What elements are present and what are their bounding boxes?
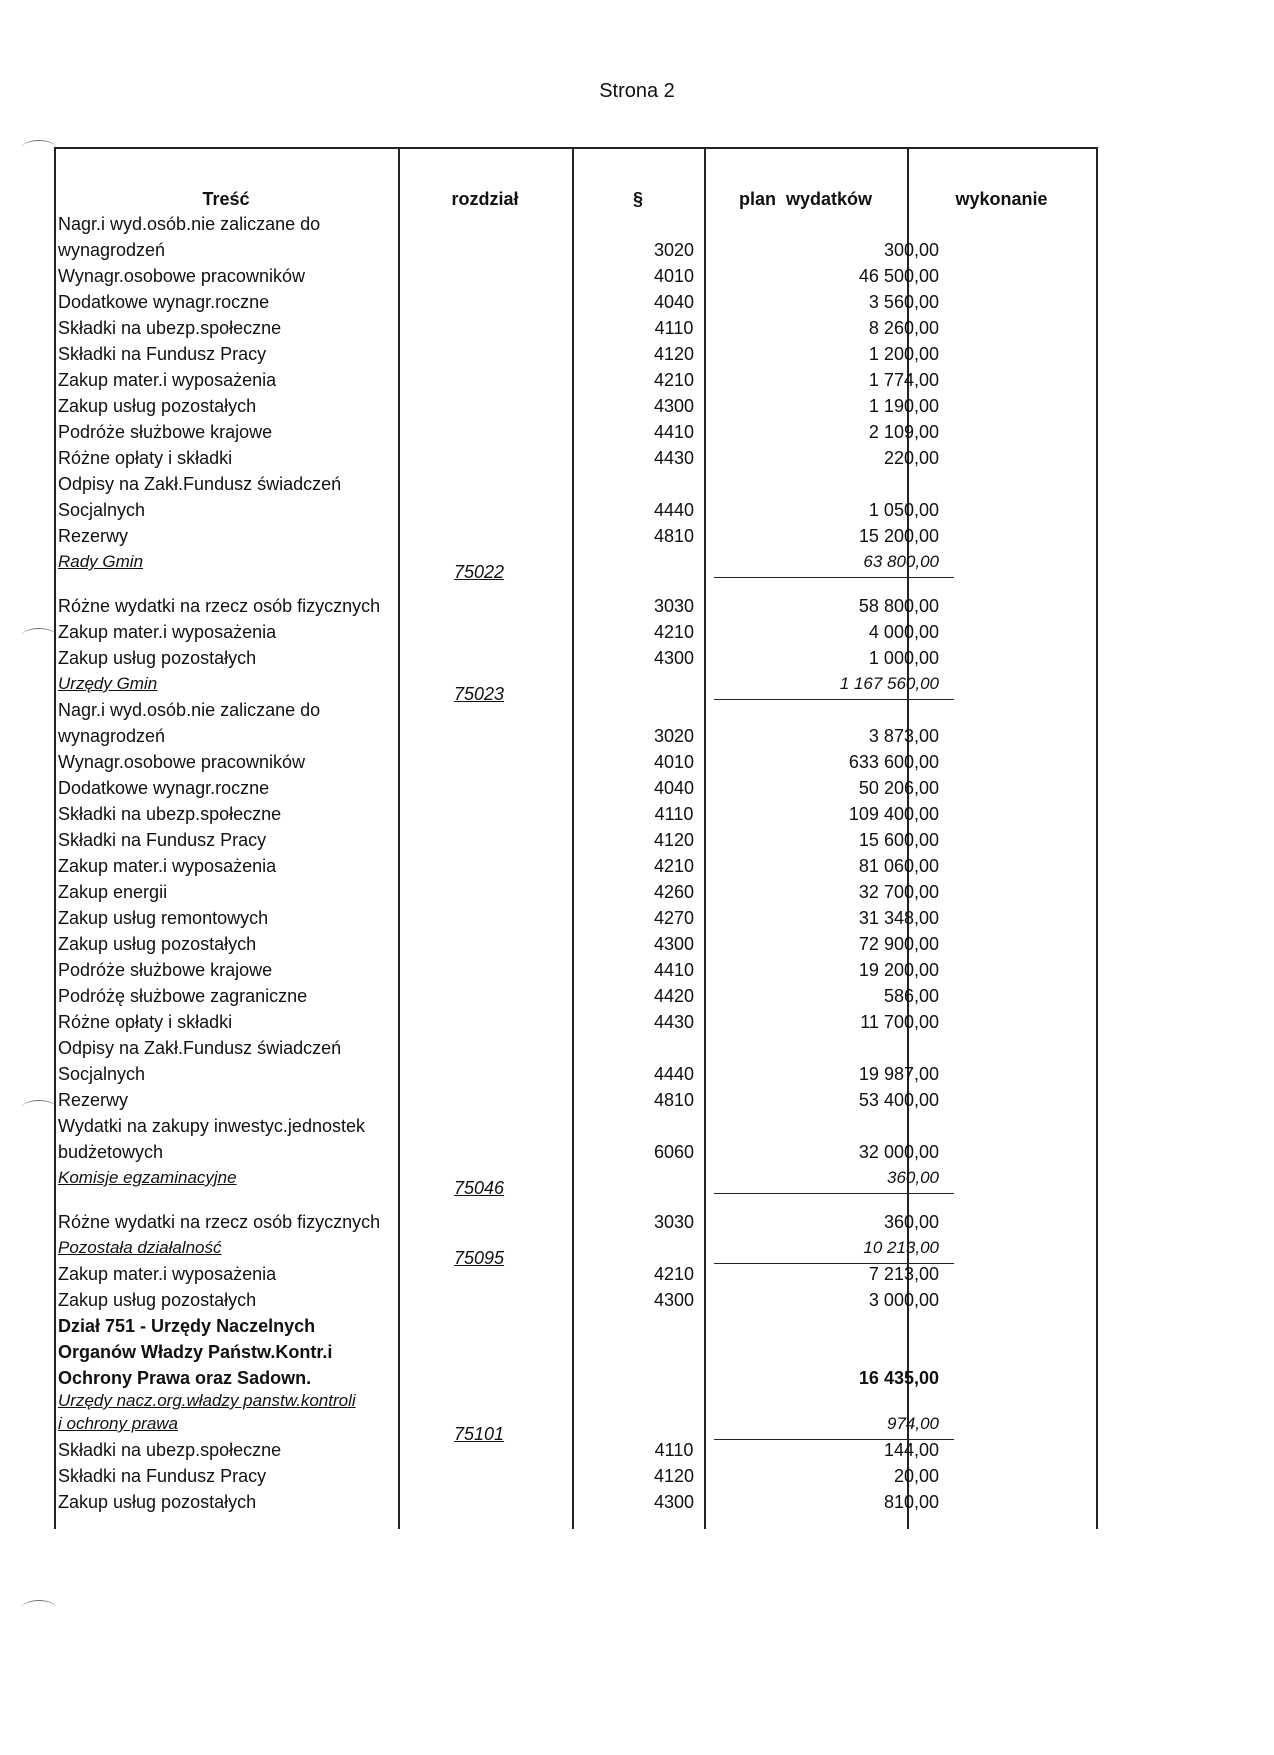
- header-rozdzial: rozdział: [451, 189, 519, 209]
- row-tresc: Składki na Fundusz Pracy: [58, 344, 267, 364]
- row-plan: 1 190,00: [868, 396, 939, 416]
- table-row: [54, 801, 1098, 827]
- row-tresc: Dodatkowe wynagr.roczne: [58, 292, 270, 312]
- binder-hole-mark: [22, 1600, 56, 1615]
- row-paragraf: 4430: [653, 448, 695, 468]
- row-tresc: Organów Władzy Państw.Kontr.i: [58, 1342, 333, 1362]
- row-tresc: wynagrodzeń: [58, 240, 166, 260]
- table-row: [54, 645, 1098, 671]
- row-plan: 15 200,00: [858, 526, 939, 546]
- row-paragraf: 4300: [653, 1290, 695, 1310]
- table-body: [54, 211, 1098, 1515]
- table-row: [54, 497, 1098, 523]
- row-tresc: Urzędy Gmin: [58, 674, 158, 693]
- row-plan: 3 560,00: [868, 292, 939, 312]
- row-tresc: Wydatki na zakupy inwestyc.jednostek: [58, 1116, 365, 1136]
- table-row: [54, 905, 1098, 931]
- header-tresc: Treść: [202, 189, 250, 209]
- row-plan: 586,00: [883, 986, 939, 1006]
- row-tresc: wynagrodzeń: [58, 726, 166, 746]
- row-paragraf: 4110: [654, 1440, 694, 1460]
- row-tresc: Różne opłaty i składki: [58, 448, 233, 468]
- row-tresc: Zakup mater.i wyposażenia: [58, 370, 277, 390]
- table-row: [54, 445, 1098, 471]
- row-plan: 20,00: [893, 1466, 939, 1486]
- row-paragraf: 4410: [653, 960, 695, 980]
- row-paragraf: 4270: [653, 908, 695, 928]
- row-plan: 46 500,00: [858, 266, 939, 286]
- row-paragraf: 4110: [654, 804, 694, 824]
- table-row: [54, 1139, 1098, 1165]
- row-paragraf: 4110: [654, 318, 694, 338]
- row-rozdzial: 75046: [454, 1178, 505, 1198]
- row-tresc: Wynagr.osobowe pracowników: [58, 266, 305, 286]
- row-tresc: Pozostała działalność: [58, 1238, 222, 1257]
- table-row: [54, 523, 1098, 549]
- row-tresc: Dział 751 - Urzędy Naczelnych: [58, 1316, 316, 1336]
- row-plan: 109 400,00: [848, 804, 939, 824]
- table-row: [54, 697, 1098, 723]
- row-tresc: Socjalnych: [58, 1064, 146, 1084]
- row-tresc: Składki na ubezp.społeczne: [58, 318, 282, 338]
- row-tresc: Zakup mater.i wyposażenia: [58, 622, 277, 642]
- table-row: [54, 1165, 1098, 1198]
- row-tresc: Składki na Fundusz Pracy: [58, 1466, 267, 1486]
- row-tresc: Socjalnych: [58, 500, 146, 520]
- row-tresc: Wynagr.osobowe pracowników: [58, 752, 305, 772]
- table-row: [54, 671, 1098, 704]
- row-paragraf: 3020: [653, 240, 695, 260]
- table-row: [54, 393, 1098, 419]
- table-row: [54, 879, 1098, 905]
- row-plan: 19 987,00: [858, 1064, 939, 1084]
- row-tresc: Zakup mater.i wyposażenia: [58, 856, 277, 876]
- row-plan: 32 000,00: [858, 1142, 939, 1162]
- table-row: [54, 419, 1098, 445]
- table-row: [54, 1411, 1098, 1444]
- row-paragraf: 4210: [653, 370, 695, 390]
- row-tresc: Rady Gmin: [58, 552, 144, 571]
- row-plan: 63 800,00: [863, 552, 939, 571]
- table-row: [54, 931, 1098, 957]
- row-paragraf: 4120: [653, 344, 695, 364]
- row-tresc: Składki na ubezp.społeczne: [58, 804, 282, 824]
- row-paragraf: 4810: [653, 1090, 695, 1110]
- table-row: [54, 1235, 1098, 1268]
- table-row: [54, 1365, 1098, 1391]
- row-tresc: Zakup usług pozostałych: [58, 1290, 257, 1310]
- table-row: [54, 853, 1098, 879]
- row-tresc: Składki na ubezp.społeczne: [58, 1440, 282, 1460]
- row-plan: 3 000,00: [868, 1290, 939, 1310]
- table-row: [54, 775, 1098, 801]
- row-tresc: Rezerwy: [58, 526, 129, 546]
- table-row: [54, 263, 1098, 289]
- row-plan: 7 213,00: [868, 1264, 939, 1284]
- binder-hole-mark: [22, 140, 56, 155]
- row-plan: 1 000,00: [868, 648, 939, 668]
- row-plan: 31 348,00: [858, 908, 939, 928]
- table-row: [54, 827, 1098, 853]
- table-row: [54, 1463, 1098, 1489]
- row-tresc: Różne wydatki na rzecz osób fizycznych: [58, 596, 381, 616]
- row-tresc: Zakup usług pozostałych: [58, 934, 257, 954]
- row-plan: 220,00: [883, 448, 939, 468]
- table-row: [54, 1391, 1098, 1411]
- row-plan: 16 435,00: [858, 1368, 939, 1388]
- row-plan: 810,00: [883, 1492, 939, 1512]
- row-plan: 360,00: [883, 1212, 939, 1232]
- table-row: [54, 549, 1098, 582]
- table-row: [54, 341, 1098, 367]
- binder-hole-mark: [22, 1100, 56, 1115]
- expense-table: [54, 147, 1098, 1529]
- row-paragraf: 4440: [653, 500, 695, 520]
- row-paragraf: 4810: [653, 526, 695, 546]
- row-tresc: Ochrony Prawa oraz Sadown.: [58, 1368, 312, 1388]
- table-row: [54, 289, 1098, 315]
- row-plan: 32 700,00: [858, 882, 939, 902]
- row-paragraf: 4040: [653, 778, 695, 798]
- row-paragraf: 4210: [653, 856, 695, 876]
- row-plan: 3 873,00: [868, 726, 939, 746]
- row-paragraf: 3030: [653, 1212, 695, 1232]
- table-row: [54, 983, 1098, 1009]
- row-tresc: Składki na Fundusz Pracy: [58, 830, 267, 850]
- row-rozdzial: 75101: [454, 1424, 505, 1444]
- row-paragraf: 4300: [653, 648, 695, 668]
- row-tresc: Zakup usług remontowych: [58, 908, 269, 928]
- table-top-border: [54, 147, 1098, 149]
- table-row: [54, 1113, 1098, 1139]
- subtotal-rule: [714, 577, 954, 578]
- row-tresc: Podróże służbowe krajowe: [58, 422, 273, 442]
- row-paragraf: 4210: [653, 622, 695, 642]
- table-row: [54, 1035, 1098, 1061]
- row-plan: 1 774,00: [868, 370, 939, 390]
- row-paragraf: 4300: [653, 934, 695, 954]
- row-tresc: Nagr.i wyd.osób.nie zaliczane do: [58, 700, 321, 720]
- binder-hole-mark: [22, 628, 56, 643]
- row-plan: 11 700,00: [860, 1012, 939, 1032]
- row-plan: 360,00: [887, 1168, 939, 1187]
- table-row: [54, 211, 1098, 237]
- row-tresc: Podróże służbowe krajowe: [58, 960, 273, 980]
- row-plan: 1 050,00: [868, 500, 939, 520]
- row-tresc: Komisje egzaminacyjne: [58, 1168, 237, 1187]
- row-paragraf: 3030: [653, 596, 695, 616]
- row-paragraf: 4300: [653, 1492, 695, 1512]
- row-paragraf: 4040: [653, 292, 695, 312]
- row-plan: 58 800,00: [858, 596, 939, 616]
- row-paragraf: 4120: [653, 1466, 695, 1486]
- row-plan: 10 213,00: [863, 1238, 939, 1257]
- row-paragraf: 6060: [653, 1142, 695, 1162]
- row-paragraf: 3020: [653, 726, 695, 746]
- table-row: [54, 1009, 1098, 1035]
- row-tresc: Zakup mater.i wyposażenia: [58, 1264, 277, 1284]
- row-tresc: i ochrony prawa: [58, 1414, 179, 1433]
- row-plan: 2 109,00: [868, 422, 939, 442]
- table-row: [54, 1209, 1098, 1235]
- row-tresc: Różne opłaty i składki: [58, 1012, 233, 1032]
- row-plan: 15 600,00: [858, 830, 939, 850]
- row-tresc: budżetowych: [58, 1142, 164, 1162]
- table-row: [54, 749, 1098, 775]
- row-rozdzial: 75022: [454, 562, 505, 582]
- table-row: [54, 471, 1098, 497]
- row-tresc: Zakup usług pozostałych: [58, 648, 257, 668]
- row-plan: 633 600,00: [848, 752, 939, 772]
- row-plan: 81 060,00: [858, 856, 939, 876]
- row-tresc: Odpisy na Zakł.Fundusz świadczeń: [58, 474, 342, 494]
- table-row: [54, 1287, 1098, 1313]
- table-row: [54, 367, 1098, 393]
- table-row: [54, 957, 1098, 983]
- row-plan: 1 167 560,00: [839, 674, 939, 693]
- row-tresc: Podróżę służbowe zagraniczne: [58, 986, 308, 1006]
- table-row: [54, 1061, 1098, 1087]
- row-tresc: Różne wydatki na rzecz osób fizycznych: [58, 1212, 381, 1232]
- table-row: [54, 237, 1098, 263]
- row-plan: 8 260,00: [868, 318, 939, 338]
- table-row: [54, 315, 1098, 341]
- row-paragraf: 4260: [653, 882, 695, 902]
- table-row: [54, 593, 1098, 619]
- table-row: [54, 723, 1098, 749]
- table-row: [54, 1087, 1098, 1113]
- table-row: [54, 1339, 1098, 1365]
- table-row: [54, 1313, 1098, 1339]
- row-plan: 974,00: [887, 1414, 939, 1433]
- row-plan: 72 900,00: [858, 934, 939, 954]
- row-tresc: Zakup usług pozostałych: [58, 1492, 257, 1512]
- table-row: [54, 1489, 1098, 1515]
- row-paragraf: 4210: [653, 1264, 695, 1284]
- row-tresc: Nagr.i wyd.osób.nie zaliczane do: [58, 214, 321, 234]
- row-tresc: Zakup energii: [58, 882, 168, 902]
- row-plan: 144,00: [883, 1440, 939, 1460]
- row-plan: 1 200,00: [868, 344, 939, 364]
- row-tresc: Zakup usług pozostałych: [58, 396, 257, 416]
- row-tresc: Dodatkowe wynagr.roczne: [58, 778, 270, 798]
- row-plan: 4 000,00: [868, 622, 939, 642]
- table-row: [54, 619, 1098, 645]
- header-wykonanie: wykonanie: [955, 189, 1048, 209]
- row-plan: 50 206,00: [858, 778, 939, 798]
- row-paragraf: 4420: [653, 986, 695, 1006]
- row-tresc: Urzędy nacz.org.władzy panstw.kontroli: [58, 1391, 356, 1410]
- row-rozdzial: 75095: [454, 1248, 505, 1268]
- row-paragraf: 4010: [653, 266, 695, 286]
- table-row: [54, 1261, 1098, 1287]
- row-rozdzial: 75023: [454, 684, 505, 704]
- row-plan: 19 200,00: [858, 960, 939, 980]
- subtotal-rule: [714, 1193, 954, 1194]
- row-paragraf: 4120: [653, 830, 695, 850]
- row-paragraf: 4300: [653, 396, 695, 416]
- row-tresc: Rezerwy: [58, 1090, 129, 1110]
- row-paragraf: 4410: [653, 422, 695, 442]
- row-paragraf: 4430: [653, 1012, 695, 1032]
- table-row: [54, 1437, 1098, 1463]
- header-plan: plan wydatków: [738, 189, 873, 209]
- row-paragraf: 4010: [653, 752, 695, 772]
- row-paragraf: 4440: [653, 1064, 695, 1084]
- page-title: Strona 2: [599, 80, 675, 102]
- row-plan: 53 400,00: [858, 1090, 939, 1110]
- header-paragraf: §: [632, 189, 643, 209]
- row-plan: 300,00: [883, 240, 939, 260]
- row-tresc: Odpisy na Zakł.Fundusz świadczeń: [58, 1038, 342, 1058]
